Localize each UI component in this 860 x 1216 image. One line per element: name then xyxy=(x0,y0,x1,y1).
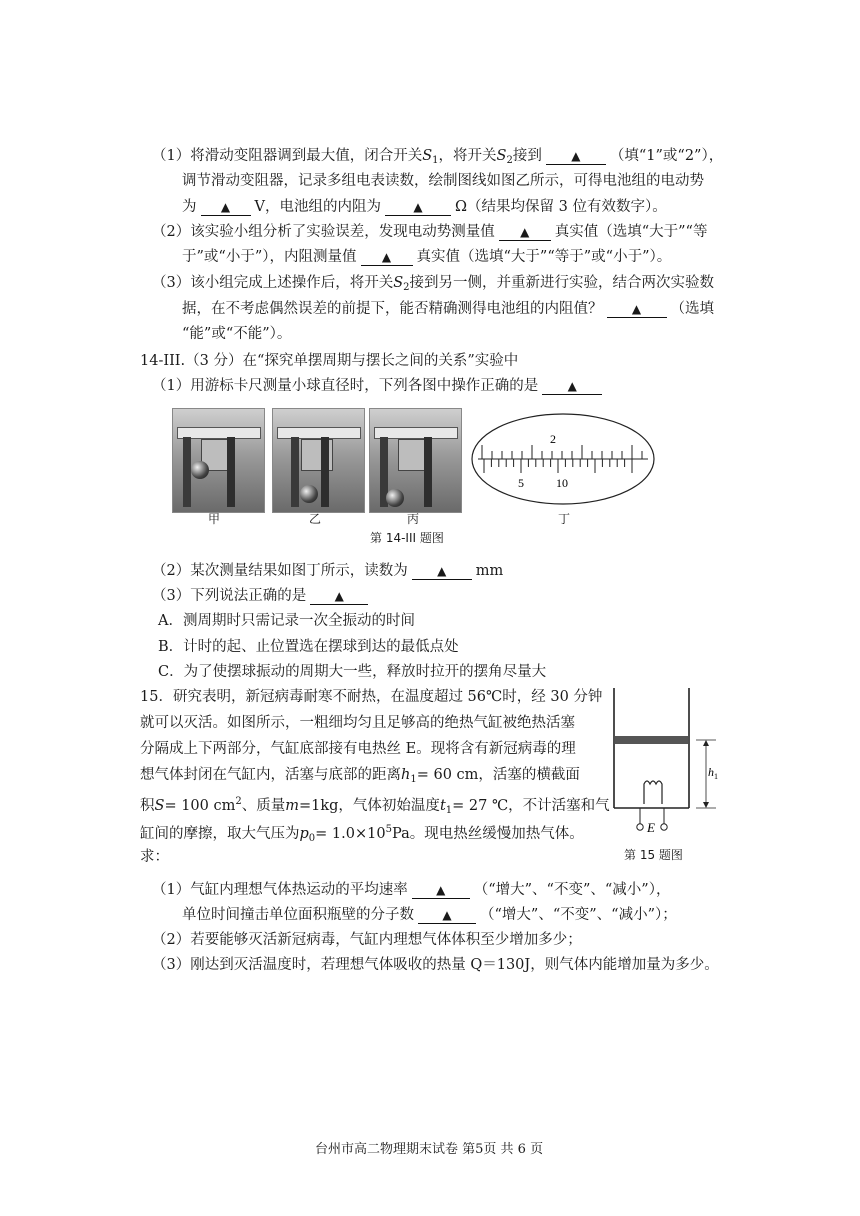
caliper-photo-yi xyxy=(272,408,365,513)
triangle-icon: ▲ xyxy=(334,589,344,603)
text: 想气体封闭在气缸内，活塞与底部的距离 xyxy=(140,767,401,783)
heater-coil xyxy=(644,781,662,804)
var-s: S xyxy=(496,148,507,164)
vernier-label-10: 10 xyxy=(556,476,568,490)
text: ，将开关 xyxy=(438,148,497,164)
text: V，电池组的内阻为 xyxy=(254,199,381,215)
ball xyxy=(300,485,318,503)
caliper-jaw xyxy=(277,427,361,439)
vernier-label-5: 5 xyxy=(518,476,524,490)
answer-blank[interactable] xyxy=(607,301,667,318)
q15-line4 xyxy=(140,765,580,790)
text: （1）将滑动变阻器调到最大值，闭合开关 xyxy=(152,148,423,164)
ball xyxy=(191,461,209,479)
text: （3）该小组完成上述操作后，将开关 xyxy=(152,275,394,291)
piston xyxy=(615,736,688,744)
caliper-arm xyxy=(227,437,235,507)
vernier-scale-ticks xyxy=(484,459,632,473)
triangle-icon: ▲ xyxy=(520,225,530,239)
q13-part3-line1 xyxy=(152,273,714,298)
caption-jia: 甲 xyxy=(208,512,221,526)
main-scale-ticks xyxy=(482,445,642,459)
var-s: S xyxy=(393,275,404,291)
q13-part1-line1 xyxy=(152,146,723,171)
option-a: A．测周期时只需记录一次全振动的时间 xyxy=(158,613,415,629)
caption-yi: 乙 xyxy=(309,512,322,526)
caliper-arm xyxy=(291,437,299,507)
caliper-arm xyxy=(321,437,329,507)
text: （2）该实验小组分析了实验误差，发现电动势测量值 xyxy=(152,224,495,240)
text: （选填 xyxy=(670,301,714,317)
figure-label-14: 第 14-III 题图 xyxy=(370,531,444,545)
var-s: S xyxy=(154,798,165,814)
sub: 1 xyxy=(432,155,439,166)
text: 于”或“小于”），内阻测量值 xyxy=(182,249,357,265)
triangle-icon: ▲ xyxy=(571,149,581,163)
figure-label-15: 第 15 题图 xyxy=(624,848,683,862)
text: （2）某次测量结果如图丁所示，读数为 xyxy=(152,563,408,579)
q15-line1: 15．研究表明，新冠病毒耐寒不耐热，在温度超过 56℃时，经 30 分钟 xyxy=(140,689,603,705)
option-c: C．为了使摆球振动的周期大一些，释放时拉开的摆角尽量大 xyxy=(158,664,547,680)
triangle-icon: ▲ xyxy=(220,200,231,214)
caliper-arm xyxy=(424,437,432,507)
text: mm xyxy=(475,563,504,579)
q14-heading: 14-III.（3 分）在“探究单摆周期与摆长之间的关系”实验中 xyxy=(140,353,519,369)
q13-part2-line2 xyxy=(182,247,671,267)
text: =1kg，气体初始温度 xyxy=(298,798,440,814)
text: 为 xyxy=(182,199,197,215)
answer-blank[interactable] xyxy=(201,199,251,216)
triangle-icon: ▲ xyxy=(437,564,447,578)
var-s: S xyxy=(422,148,433,164)
text: （“增大”、“不变”、“减小”）， xyxy=(473,882,671,898)
q15-line2: 就可以灭活。如图所示，一粗细均匀且足够高的绝热气缸被绝热活塞 xyxy=(140,715,575,731)
q13-part1-line2: 调节滑动变阻器，记录多组电表读数，绘制图线如图乙所示，可得电池组的电动势 xyxy=(182,173,704,189)
text: 单位时间撞击单位面积瓶壁的分子数 xyxy=(182,907,414,923)
text: 真实值（选填“大于”“等 xyxy=(554,224,708,240)
h: h xyxy=(708,765,714,779)
answer-blank[interactable] xyxy=(385,199,451,216)
text: （“增大”、“不变”、“减小”）； xyxy=(480,907,677,923)
q15-part2: （2）若要能够灭活新冠病毒，气缸内理想气体体积至少增加多少； xyxy=(152,932,582,948)
answer-blank[interactable] xyxy=(361,249,413,266)
q15-part3: （3）刚达到灭活温度时，若理想气体吸收的热量 Q＝130J，则气体内能增加量为多少。 xyxy=(152,957,719,973)
var-m: m xyxy=(285,798,299,814)
answer-blank[interactable] xyxy=(542,378,602,395)
q13-part1-line3 xyxy=(182,197,667,217)
triangle-icon: ▲ xyxy=(436,883,446,897)
q13-part3-line3: “能”或“不能”）。 xyxy=(182,326,292,342)
sub: 2 xyxy=(403,282,410,293)
q15-line6 xyxy=(140,820,584,849)
triangle-icon: ▲ xyxy=(381,250,392,264)
q13-part3-line2 xyxy=(182,299,714,319)
terminal xyxy=(661,824,667,830)
text: 接到另一侧，并重新进行实验，结合两次实验数 xyxy=(409,275,715,291)
text: = 100 cm xyxy=(164,798,236,814)
text: = 27 ℃，不计活塞和气 xyxy=(452,798,610,814)
cylinder-figure xyxy=(604,686,729,836)
text: 接到 xyxy=(512,148,542,164)
caption-ding: 丁 xyxy=(558,512,571,526)
text: 积 xyxy=(140,798,155,814)
sub: 1 xyxy=(410,774,417,785)
q15-part1-line1 xyxy=(152,880,670,900)
sup: 5 xyxy=(385,824,392,835)
heater-label: E xyxy=(647,820,655,835)
text: 、质量 xyxy=(241,798,286,814)
var-h: h xyxy=(401,767,411,783)
text: Pa。现电热丝缓慢加热气体。 xyxy=(391,826,584,842)
q15-line5 xyxy=(140,792,610,821)
text: Ω（结果均保留 3 位有效数字）。 xyxy=(454,199,667,215)
caliper-photo-bing xyxy=(369,408,462,513)
ball xyxy=(386,489,404,507)
sub: 2 xyxy=(506,155,513,166)
var-p: p xyxy=(299,826,309,842)
triangle-icon: ▲ xyxy=(413,200,423,214)
text: 真实值（选填“大于”“等于”或“小于”）。 xyxy=(416,249,672,265)
arrow-head xyxy=(703,740,709,746)
q14-part3 xyxy=(152,586,372,606)
answer-blank[interactable] xyxy=(412,563,472,580)
triangle-icon: ▲ xyxy=(631,302,642,316)
sub: 1 xyxy=(714,772,718,781)
main-scale-label: 2 xyxy=(550,432,556,446)
option-b: B．计时的起、止位置选在摆球到达的最低点处 xyxy=(158,639,459,655)
text: （填“1”或“2”）， xyxy=(609,148,724,164)
sup: 2 xyxy=(235,796,242,807)
h1-label xyxy=(708,765,718,781)
answer-blank[interactable] xyxy=(418,907,476,924)
var-t: t xyxy=(439,798,446,814)
triangle-icon: ▲ xyxy=(567,379,577,393)
text: （1）气缸内理想气体热运动的平均速率 xyxy=(152,882,408,898)
caliper-photo-jia xyxy=(172,408,265,513)
triangle-icon: ▲ xyxy=(442,908,452,922)
caliper-arm xyxy=(183,437,191,507)
q13-part2-line1 xyxy=(152,222,707,242)
q14-part1 xyxy=(152,376,606,396)
page-footer: 台州市高二物理期末试卷 第5页 共 6 页 xyxy=(315,1142,544,1157)
text: （1）用游标卡尺测量小球直径时，下列各图中操作正确的是 xyxy=(152,378,539,394)
caption-bing: 丙 xyxy=(407,512,420,526)
q15-line7: 求： xyxy=(140,849,169,865)
q14-part2 xyxy=(152,561,503,581)
answer-blank[interactable] xyxy=(546,148,606,165)
text: = 60 cm，活塞的横截面 xyxy=(416,767,580,783)
sub: 0 xyxy=(308,833,316,844)
vernier-scale-figure xyxy=(470,411,656,507)
q15-part1-line2 xyxy=(182,905,677,925)
text: = 1.0×10 xyxy=(315,826,386,842)
arrow-head xyxy=(703,802,709,808)
terminal xyxy=(637,824,643,830)
answer-blank[interactable] xyxy=(499,224,551,241)
answer-blank[interactable] xyxy=(310,588,368,605)
q15-line3: 分隔成上下两部分，气缸底部接有电热丝 E。现将含有新冠病毒的理 xyxy=(140,741,576,757)
sub: 1 xyxy=(445,805,453,816)
text: 缸间的摩擦，取大气压为 xyxy=(140,826,300,842)
text: （3）下列说法正确的是 xyxy=(152,588,307,604)
answer-blank[interactable] xyxy=(412,882,470,899)
text: 据，在不考虑偶然误差的前提下，能否精确测得电池组的内阻值？ xyxy=(182,301,603,317)
